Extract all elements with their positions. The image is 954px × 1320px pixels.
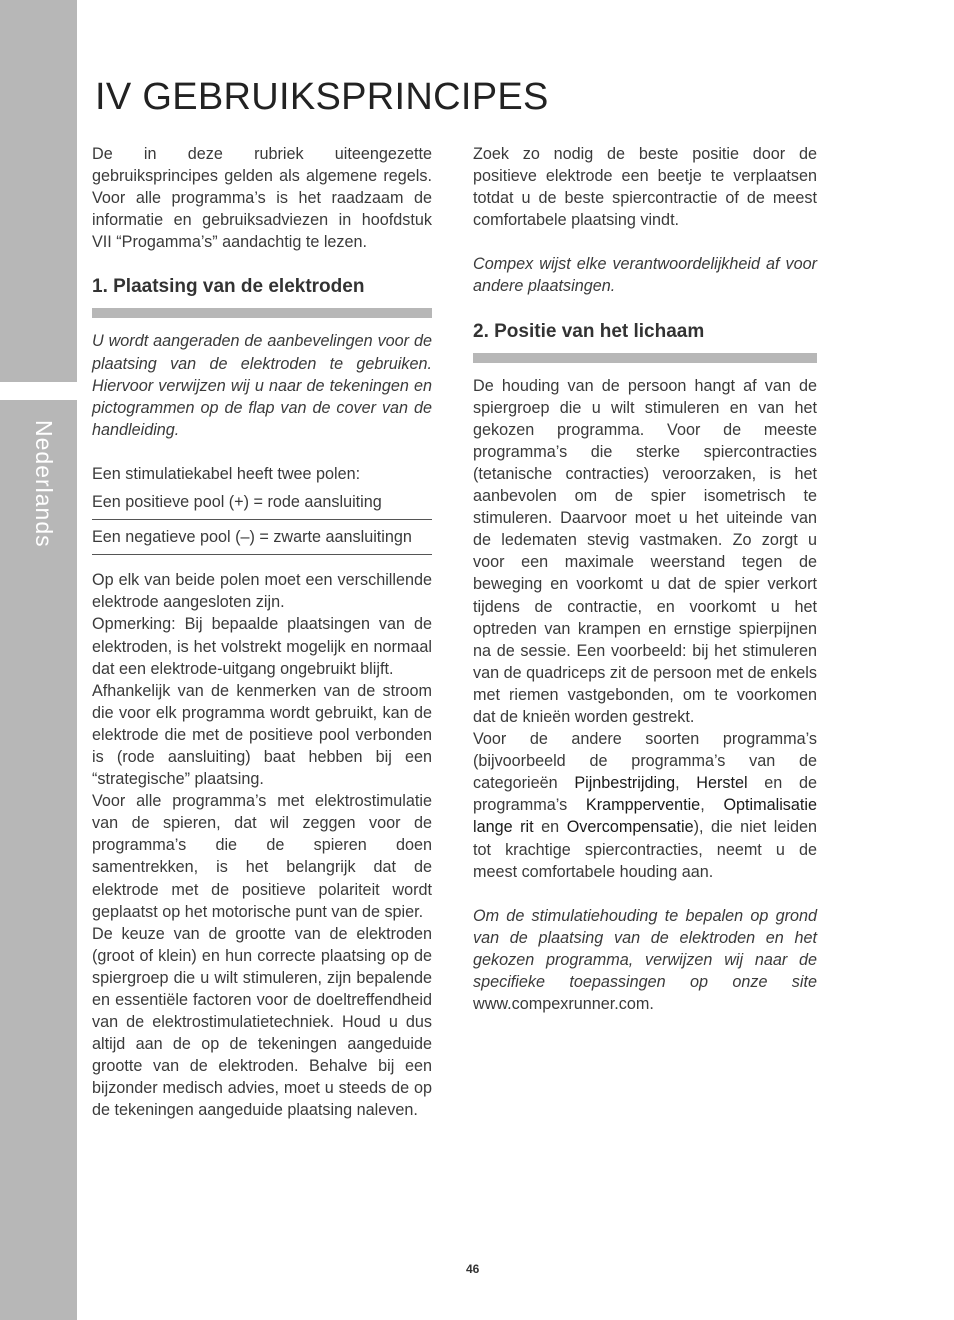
program-cramp-prevention: Krampperventie <box>585 796 701 815</box>
category-recovery: Herstel <box>696 774 748 793</box>
cable-line: Een stimulatiekabel heeft twee polen: <box>92 464 361 483</box>
negative-pole-line: Een negatieve pool (–) = zwarte aansluitingn <box>92 519 432 555</box>
paragraph-other-programs <box>473 728 817 883</box>
other-programs-text-2: , <box>675 774 697 793</box>
paragraph-posture: De houding van de persoon hangt af van de spiergroep die u wilt stimuleren en van het gekozen programma. Voor de meeste programma’s die sterke spiercontracties (tetanische contracties) veroorzaken, is het aanbevolen om de spier isometrisch te stimuleren. Daarvoor moet u het uiteinde van de ledematen stevig vastmaken. Zo zorgt u voor een maximale weerstand tegen de beweging en voorkomt u dat de spier verkort tijdens de contractie, en voorkomt u het optreden van krampen en ernstige spierpijnen na de sessie. Een voorbeeld: bij het stimuleren van de quadriceps zit de persoon met de enkels met riemen vastgebonden, om te voorkomen dat de knieën worden gestrekt. <box>473 376 817 726</box>
other-programs-text-3: en de programma’s <box>473 774 817 815</box>
right-column <box>473 143 817 1015</box>
left-column <box>92 143 432 1122</box>
closing-italic: Om de stimulatiehouding te bepalen op grond van de plaatsing van de elektroden en het gekozen programma, verwijzen wij naar de specifieke toepassingen op onze site <box>473 906 817 991</box>
category-pain: Pijnbestrijding <box>574 774 676 793</box>
section2-rule <box>473 353 817 363</box>
other-programs-text-6: ), die niet leiden tot krachtige spiercontracties, neemt u de meest comfortabele houding aan. <box>473 818 817 881</box>
paragraph-each-pole: Op elk van beide polen moet een verschillende elektrode aangesloten zijn. <box>92 571 432 612</box>
program-overcompensation: Overcompensatie <box>566 818 694 837</box>
paragraph-depending: Afhankelijk van de kenmerken van de stroom die voor elk programma wordt gebruikt, kan de elektrode die met de positieve pool verbonden is (rode aansluiting) baat hebben bij een “strategische” plaatsing. <box>92 681 432 789</box>
positive-pole-line: Een positieve pool (+) = rode aansluiting <box>92 493 382 512</box>
section2-heading: 2. Positie van het lichaam <box>473 320 705 342</box>
section1-rule <box>92 308 432 318</box>
intro-paragraph: De in deze rubriek uiteengezette gebruiksprincipes gelden als algemene regels. Voor alle programma’s is het raadzaam de informatie en gebruiksadviezen in hoofdstuk VII “Progamma’s” aandachtig te lezen. <box>92 145 432 252</box>
disclaimer: Compex wijst elke verantwoordelijkheid af voor andere plaatsingen. <box>473 255 817 296</box>
paragraph-all-programs: Voor alle programma’s met elektrostimulatie van de spieren, dat wil zeggen voor de programma’s die de spieren doen samentrekken, is het belangrijk dat de elektrode met de positieve polariteit wordt geplaatst op het motorische punt van de spier. <box>92 792 432 921</box>
section1-heading: 1. Plaatsing van de elektroden <box>92 276 365 298</box>
page-number: 46 <box>466 1262 480 1276</box>
other-programs-text-1: Voor de andere soorten programma’s (bijvoorbeeld de programma’s van de categorieën <box>473 730 817 793</box>
language-tab-label: Nederlands <box>31 420 57 548</box>
section1-note: U wordt aangeraden de aanbevelingen voor de plaatsing van de elektroden te gebruiken. Hiervoor verwijzen wij u naar de tekeningen en pictogrammen op de flap van de cover van de handleiding. <box>92 332 432 439</box>
website-link[interactable]: www.compexrunner.com. <box>473 995 654 1014</box>
program-long-ride: Optimalisatie lange rit <box>473 796 817 837</box>
page-title: IV GEBRUIKSPRINCIPES <box>95 76 549 118</box>
other-programs-text-4: , <box>700 796 724 815</box>
closing-paragraph <box>473 905 817 1015</box>
side-tab-top <box>0 0 77 382</box>
other-programs-text-5: en <box>533 818 567 837</box>
paragraph-search: Zoek zo nodig de beste positie door de positieve elektrode een beetje te verplaatsen totdat u de beste spiercontractie of de meest comfortabele plaatsing vindt. <box>473 145 817 230</box>
paragraph-remark: Opmerking: Bij bepaalde plaatsingen van de elektroden, is het volstrekt mogelijk en normaal dat een elektrode-uitgang ongebruikt blijft. <box>92 615 432 678</box>
paragraph-choice: De keuze van de grootte van de elektroden (groot of klein) en hun correcte plaatsing op de spiergroep die u wilt stimuleren, zijn bepalende en essentiële factoren voor de doeltreffendheid van de elektrostimulatietechniek. Houd u dus altijd aan de op de tekeningen aangeduide grootte van de elektroden. Behalve bij een bijzonder medisch advies, moet u steeds de op de tekeningen aangeduide plaatsing naleven. <box>92 924 432 1120</box>
